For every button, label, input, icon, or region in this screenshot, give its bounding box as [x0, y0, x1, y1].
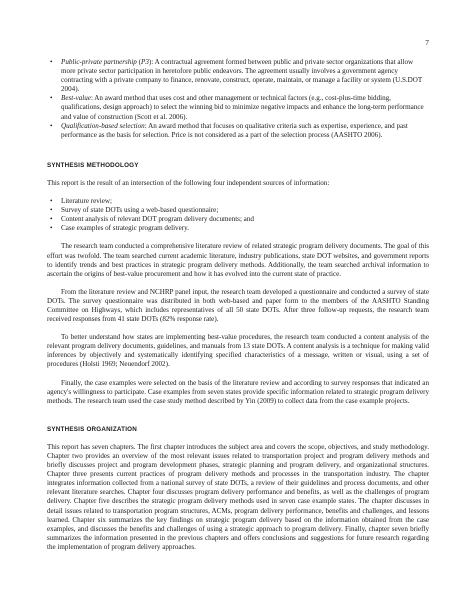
organization-paragraph: This report has seven chapters. The first chapter introduces the subject area and covers the scope, objectives, and study methodology. Chapter two provides an overview of the most relevant issues related to transportation project and program delivery methods and briefly discusses project and program development phases, strategic planning and program delivery, and organizational structures. Chapter three presents current practices of program delivery methods and processes in the transportation industry. The chapter integrates information collected from a national survey of state DOTs, a review of their guidelines and process documents, and other relevant literature searches. Chapter four discusses program delivery performance and benefits, as well as the challenges of program delivery. Chapter five describes the strategic program delivery methods used in seven case example states. The chapter discusses in detail issues related to transportation program structures, ACMs, program delivery performance, benefits and challenges, and lessons learned. Chapter six summarizes the key findings on strategic program delivery based on the information obtained from the case examples, and discusses the benefits and challenges of using a strategic approach to program delivery. Finally, chapter seven briefly summarizes the information presented in the previous chapters and offers conclusions and suggestions for future research regarding the implementation of program delivery approaches.: [47, 442, 429, 551]
methodology-intro: This report is the result of an intersection of the following four independent sources of information:: [47, 178, 330, 187]
definitions-list: [47, 58, 429, 140]
methodology-paragraph: To better understand how states are implementing best-value procedures, the research team conducted a content analysis of the relevant program delivery documents, guidelines, and manuals from 13 state DOTs. A content analysis is a technique for making valid inferences by objectively and systematically identifying specified characteristics of a message, written or visual, using a set of procedures (Holsti 1969; Neuendorf 2002).: [47, 333, 429, 369]
bullet-icon: •: [50, 206, 53, 215]
source-text: Literature review;: [61, 197, 113, 206]
source-item: [47, 224, 429, 233]
source-text: Survey of state DOTs using a web-based questionnaire;: [61, 206, 219, 215]
page-content: [47, 58, 429, 552]
definition-text: : A contractual agreement formed between public and private sector organizations that allow more private sector participation in heretofore public endeavors. The agreement usually involves a government agency contracting with a private company to finance, renovate, construct, operate, maintain, or manage a facility or system (U.S.DOT 2004).: [61, 58, 423, 94]
definition-abbreviation: P3: [141, 58, 149, 66]
definition-item: • Public-private partnership (P3): A contractual agreement formed between public and private sector organizations that allow more private sector participation in heretofore public endeavors. The agreement usually involves a government agency contracting with a private company to finance, renovate, construct, operate, maintain, or manage a facility or system (U.S.DOT 2004).: [50, 58, 423, 94]
definition-item: [47, 122, 429, 140]
methodology-paragraph: Finally, the case examples were selected on the basis of the literature review and according to survey responses that indicated an agency's willingness to participate. Case examples from seven states provide specific information related to strategic program delivery methods. The research team used the case study method described by Yin (2009) to collect data from the case example projects.: [47, 378, 429, 405]
definition-term: Best-value: [61, 94, 91, 103]
page-number: 7: [425, 38, 429, 47]
section-heading-organization: SYNTHESIS ORGANIZATION: [47, 425, 137, 433]
section-heading-methodology: SYNTHESIS METHODOLOGY: [47, 161, 139, 169]
source-item: [47, 206, 429, 215]
definition-text: : An award method that uses cost and other management or technical factors (e.g., cost-plus-time bidding, qualifications, design approach) to select the winning bid to minimize negative impacts and enhance the long-term performance and value of construction (Scott et al. 2006).: [61, 94, 424, 121]
bullet-icon: •: [50, 121, 53, 130]
definition-item: [47, 94, 429, 121]
methodology-paragraph: From the literature review and NCHRP panel input, the research team developed a questionnaire and conducted a survey of state DOTs. The survey questionnaire was distributed in both web-based and paper form to the members of the AASHTO Standing Committee on Highways, which includes representatives of all 50 state DOTs. After three follow-up requests, the research team received responses from 41 state DOTs (82% response rate).: [47, 287, 429, 324]
definition-term: Qualification-based selection: [61, 121, 145, 130]
sources-list: [47, 197, 429, 233]
methodology-paragraph: The research team conducted a comprehensive literature review of related strategic program delivery documents. The goal of this effort was twofold. The team searched current academic literature, industry publications, state DOT websites, and government reports to identify trends and best practices in strategic program delivery methods. Additionally, the team searched archival information to ascertain the origins of best-value procurement and how it has evolved into the current state of practice.: [47, 242, 429, 278]
bullet-icon: •: [50, 197, 53, 206]
definition-text: : An award method that focuses on qualitative criteria such as expertise, experience, and past performance as the basis for selection. Price is not considered as a part of the selection process (AASHTO 2006).: [61, 121, 408, 139]
bullet-icon: •: [50, 224, 53, 233]
definition-term: Public-private partnership: [61, 58, 137, 66]
bullet-icon: •: [50, 215, 53, 224]
bullet-icon: •: [50, 94, 53, 103]
source-text: Content analysis of relevant DOT program delivery documents; and: [61, 215, 254, 224]
source-text: Case examples of strategic program delivery.: [61, 224, 189, 233]
source-item: [47, 197, 429, 206]
bullet-icon: •: [50, 58, 53, 66]
source-item: [47, 215, 429, 224]
